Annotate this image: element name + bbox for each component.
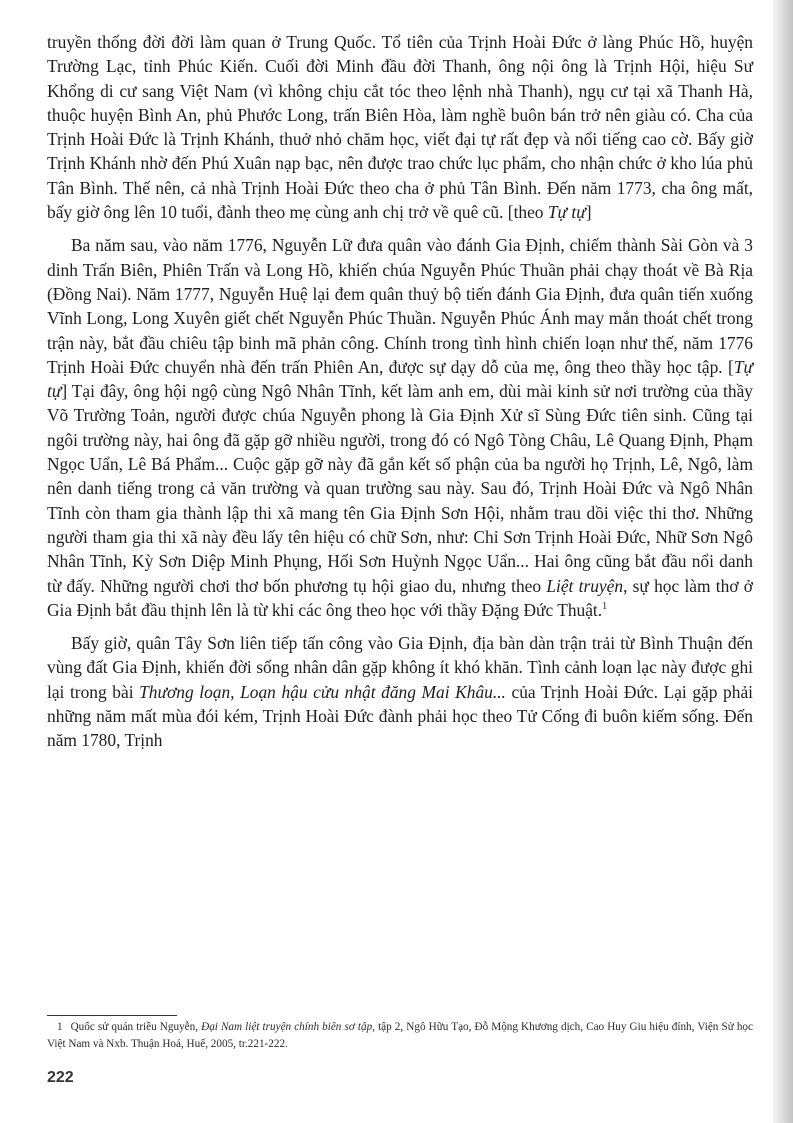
- text-run: Ba năm sau, vào năm 1776, Nguyễn Lữ đưa quân vào đánh Gia Định, chiếm thành Sài Gòn và 3 dinh Trấn Biên, Phiên Trấn và Long Hồ, khiến chúa Nguyễn Phúc Thuần phải chạy thoát về Bà Rịa (Đồng Nai). Năm 1777, Nguyễn Huệ lại đem quân thuỷ bộ tiến đánh Gia Định, đưa quân tiến xuống Vĩnh Long, Long Xuyên giết chết Nguyễn Phúc Thuần. Nguyễn Phúc Ánh may mắn thoát chết trong trận này, bắt đầu chiêu tập binh mã phản công. Chính trong tình hình chiến loạn như thế, năm 1776 Trịnh Hoài Đức chuyển nhà đến trấn Phiên An, được sự dạy dỗ của mẹ, ông theo thầy học tập. [: [47, 235, 753, 377]
- text-run: truyền thống đời đời làm quan ở Trung Quốc. Tổ tiên của Trịnh Hoài Đức ở làng Phúc Hồ, huyện Trường Lạc, tỉnh Phúc Kiến. Cuối đời Minh đầu đời Thanh, ông nội ông là Trịnh Hội, hiệu Sư Khổng di cư sang Việt Nam (vì không chịu cắt tóc theo lệnh nhà Thanh), ngụ cư tại xã Thanh Hà, thuộc huyện Bình An, phủ Phước Long, trấn Biên Hòa, làm nghề buôn bán trở nên giàu có. Cha của Trịnh Hoài Đức là Trịnh Khánh, thuở nhỏ chăm học, viết đại tự rất đẹp và nổi tiếng cao cờ. Bấy giờ Trịnh Khánh nhờ đến Phú Xuân nạp bạc, nên được trao chức lục phẩm, cho nhận chức ở kho lúa phủ Tân Bình. Thế nên, cả nhà Trịnh Hoài Đức theo cha ở phủ Tân Bình. Đến năm 1773, cha ông mất, bấy giờ ông lên 10 tuổi, đành theo mẹ cùng anh chị trở về quê cũ. [theo: [47, 32, 753, 223]
- text-run: Bấy giờ, quân Tây Sơn liên tiếp tấn công vào Gia Định, địa bàn dàn trận trải từ Bình Thuận đến vùng đất Gia Định, khiến đời sống nhân dân gặp không ít khó khăn. Tình cảnh loạn lạc này được ghi lại trong bài: [47, 633, 753, 702]
- page-number: 222: [47, 1069, 74, 1086]
- text-run: của Trịnh Hoài Đức. Lại gặp phải những năm mất mùa đói kém, Trịnh Hoài Đức đành phải học theo Tử Cống đi buôn kiếm sống. Đến năm 1780, Trịnh: [47, 681, 753, 751]
- italic-text: Đại Nam liệt truyện chính biên sơ tập: [201, 1021, 373, 1033]
- footnote: [47, 1019, 753, 1052]
- text-run: Quốc sử quán triều Nguyễn,: [70, 1021, 202, 1033]
- text-run: , sự học làm thơ ở Gia Định bắt đầu thịnh lên là từ khi các ông theo học với thầy Đặng Đức Thuật.: [47, 575, 753, 620]
- footnote-ref: 1: [602, 601, 608, 613]
- text-run: ]: [585, 202, 592, 223]
- body-text: [47, 30, 753, 762]
- italic-text: Tự tự: [547, 202, 586, 223]
- paragraph-3: [47, 631, 753, 752]
- italic-text: Thương loạn, Loạn hậu cửu nhật đăng Mai Khâu...: [139, 681, 506, 702]
- footnote-number: 1: [57, 1021, 63, 1033]
- page-edge-shadow: [773, 0, 793, 1123]
- footnote-text: [47, 1021, 753, 1050]
- paragraph-1: [47, 30, 753, 224]
- italic-text: Liệt truyện: [546, 575, 624, 596]
- paragraph-2: [47, 233, 753, 622]
- text-run: , tập 2, Ngô Hữu Tạo, Đỗ Mộng Khương dịch, Cao Huy Giu hiệu đính, Viện Sử học Việt Nam và Nxb. Thuận Hoá, Huế, 2005, tr.221-222.: [47, 1021, 753, 1050]
- italic-text: Tự tự: [47, 356, 753, 402]
- footnote-divider: [47, 1015, 177, 1016]
- text-run: ] Tại đây, ông hội ngộ cùng Ngô Nhân Tĩnh, kết làm anh em, dùi mài kinh sử nơi trường của thầy Võ Trường Toản, người được chúa Nguyễn phong là Gia Định Xử sĩ Sùng Đức tiên sinh. Cũng tại ngôi trường này, hai ông đã gặp gỡ nhiều người, trong đó có Ngô Tòng Châu, Lê Quang Định, Phạm Ngọc Uẩn, Lê Bá Phẩm... Cuộc gặp gỡ này đã gắn kết số phận của ba người họ Trịnh, Lê, Ngô, làm nên danh tiếng trong cả văn trường và quan trường sau này. Sau đó, Trịnh Hoài Đức và Ngô Nhân Tĩnh còn tham gia thành lập thi xã mang tên Gia Định Sơn Hội, nhằm trau dồi việc thi thơ. Những người tham gia thi xã này đều lấy tên hiệu có chữ Sơn, như: Chỉ Sơn Trịnh Hoài Đức, Nhữ Sơn Ngô Nhân Tĩnh, Kỳ Sơn Diệp Minh Phụng, Hối Sơn Huỳnh Ngọc Uẩn... Hai ông cũng bắt đầu nổi danh từ đấy. Những người chơi thơ bốn phương tụ hội giao du, nhưng theo: [47, 381, 753, 596]
